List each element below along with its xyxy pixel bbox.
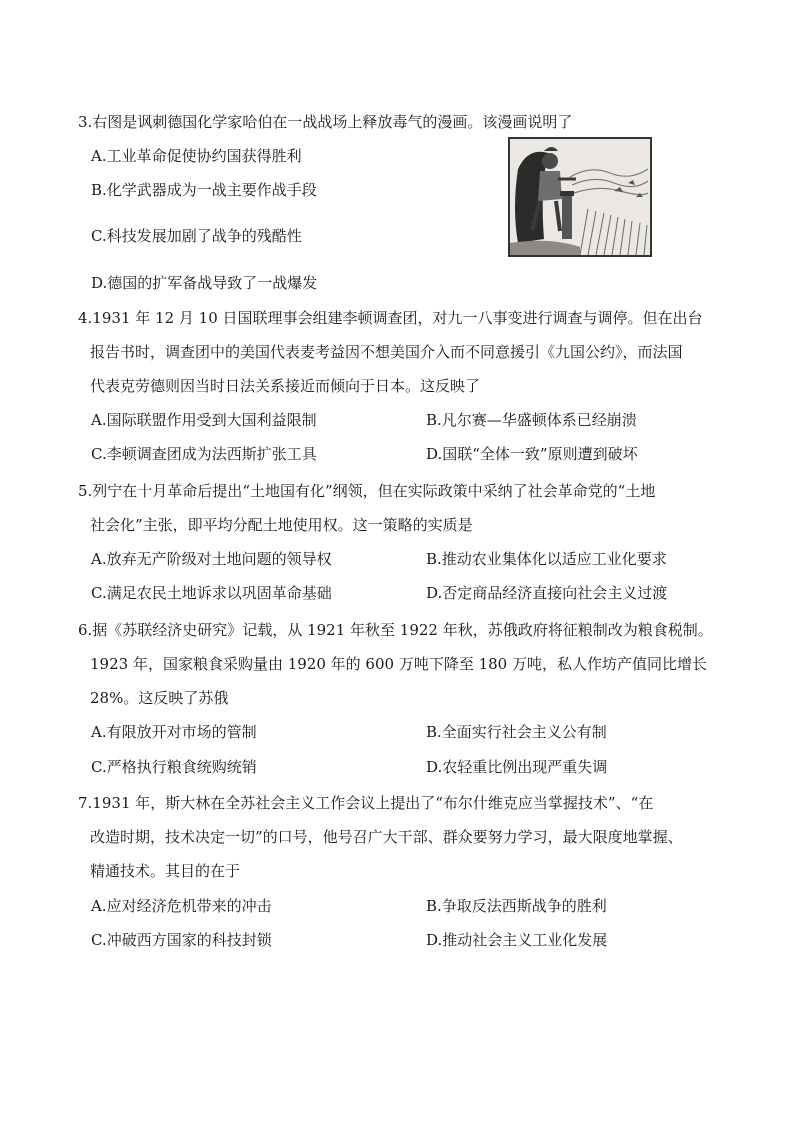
question-7-stem-line-2: 改造时期，技术决定一切”的口号，他号召广大干部、群众要努力学习，最大限度地掌握、 [90, 828, 683, 846]
question-5-option-b[interactable]: B.推动农业集体化以适应工业化要求 [426, 550, 667, 568]
question-3-stem-line-1: 3.右图是讽刺德国化学家哈伯在一战战场上释放毒气的漫画。该漫画说明了 [78, 113, 573, 131]
question-7-option-d[interactable]: D.推动社会主义工业化发展 [426, 931, 608, 949]
question-7-option-b[interactable]: B.争取反法西斯战争的胜利 [426, 897, 607, 915]
cartoon-illustration [510, 139, 650, 255]
question-6-option-d[interactable]: D.农轻重比例出现严重失调 [426, 758, 608, 776]
question-4-stem-line-2: 报告书时，调查团中的美国代表麦考益因不想美国介入而不同意援引《九国公约》，而法国 [90, 343, 683, 361]
question-7-stem-line-3: 精通技术。其目的在于 [90, 862, 241, 880]
question-3-option-a[interactable]: A.工业革命促使协约国获得胜利 [91, 147, 302, 165]
question-4-stem-line-3: 代表克劳德则因当时日法关系接近而倾向于日本。这反映了 [90, 377, 481, 395]
question-6-option-b[interactable]: B.全面实行社会主义公有制 [426, 723, 607, 741]
question-7-option-c[interactable]: C.冲破西方国家的科技封锁 [91, 931, 272, 949]
question-4-option-b[interactable]: B.凡尔赛—华盛顿体系已经崩溃 [426, 411, 637, 429]
question-4-option-a[interactable]: A.国际联盟作用受到大国利益限制 [91, 411, 317, 429]
question-4-option-c[interactable]: C.李顿调查团成为法西斯扩张工具 [91, 445, 317, 463]
question-5-option-d[interactable]: D.否定商品经济直接向社会主义过渡 [426, 584, 668, 602]
question-3-option-c[interactable]: C.科技发展加剧了战争的残酷性 [91, 227, 302, 245]
question-4-stem-line-1: 4.1931 年 12 月 10 日国联理事会组建李顿调查团，对九一八事变进行调查与调停。但在出台 [78, 309, 703, 327]
question-7-stem-line-1: 7.1931 年，斯大林在全苏社会主义工作会议上提出了“布尔什维克应当掌握技术”、“在 [78, 794, 654, 812]
question-3-option-b[interactable]: B.化学武器成为一战主要作战手段 [91, 181, 317, 199]
question-5-option-a[interactable]: A.放弃无产阶级对土地问题的领导权 [91, 550, 332, 568]
question-6-stem-line-1: 6.据《苏联经济史研究》记载，从 1921 年秋至 1922 年秋，苏俄政府将征粮制改为粮食税制。 [78, 621, 713, 639]
question-7-option-a[interactable]: A.应对经济危机带来的冲击 [91, 897, 272, 915]
question-6-stem-line-3: 28%。这反映了苏俄 [90, 689, 229, 707]
question-4-option-d[interactable]: D.国联“全体一致”原则遭到破坏 [426, 445, 638, 463]
question-3-option-d[interactable]: D.德国的扩军备战导致了一战爆发 [91, 274, 318, 292]
question-6-option-c[interactable]: C.严格执行粮食统购统销 [91, 758, 257, 776]
question-5-stem-line-2: 社会化”主张，即平均分配土地使用权。这一策略的实质是 [90, 516, 473, 534]
question-5-option-c[interactable]: C.满足农民土地诉求以巩固革命基础 [91, 584, 332, 602]
question-6-option-a[interactable]: A.有限放开对市场的管制 [91, 723, 257, 741]
question-6-stem-line-2: 1923 年，国家粮食采购量由 1920 年的 600 万吨下降至 180 万吨，私人作坊产值同比增长 [90, 655, 707, 673]
poison-gas-cartoon-image [508, 137, 652, 257]
question-5-stem-line-1: 5.列宁在十月革命后提出“土地国有化”纲领，但在实际政策中采纳了社会革命党的“土地 [78, 482, 656, 500]
